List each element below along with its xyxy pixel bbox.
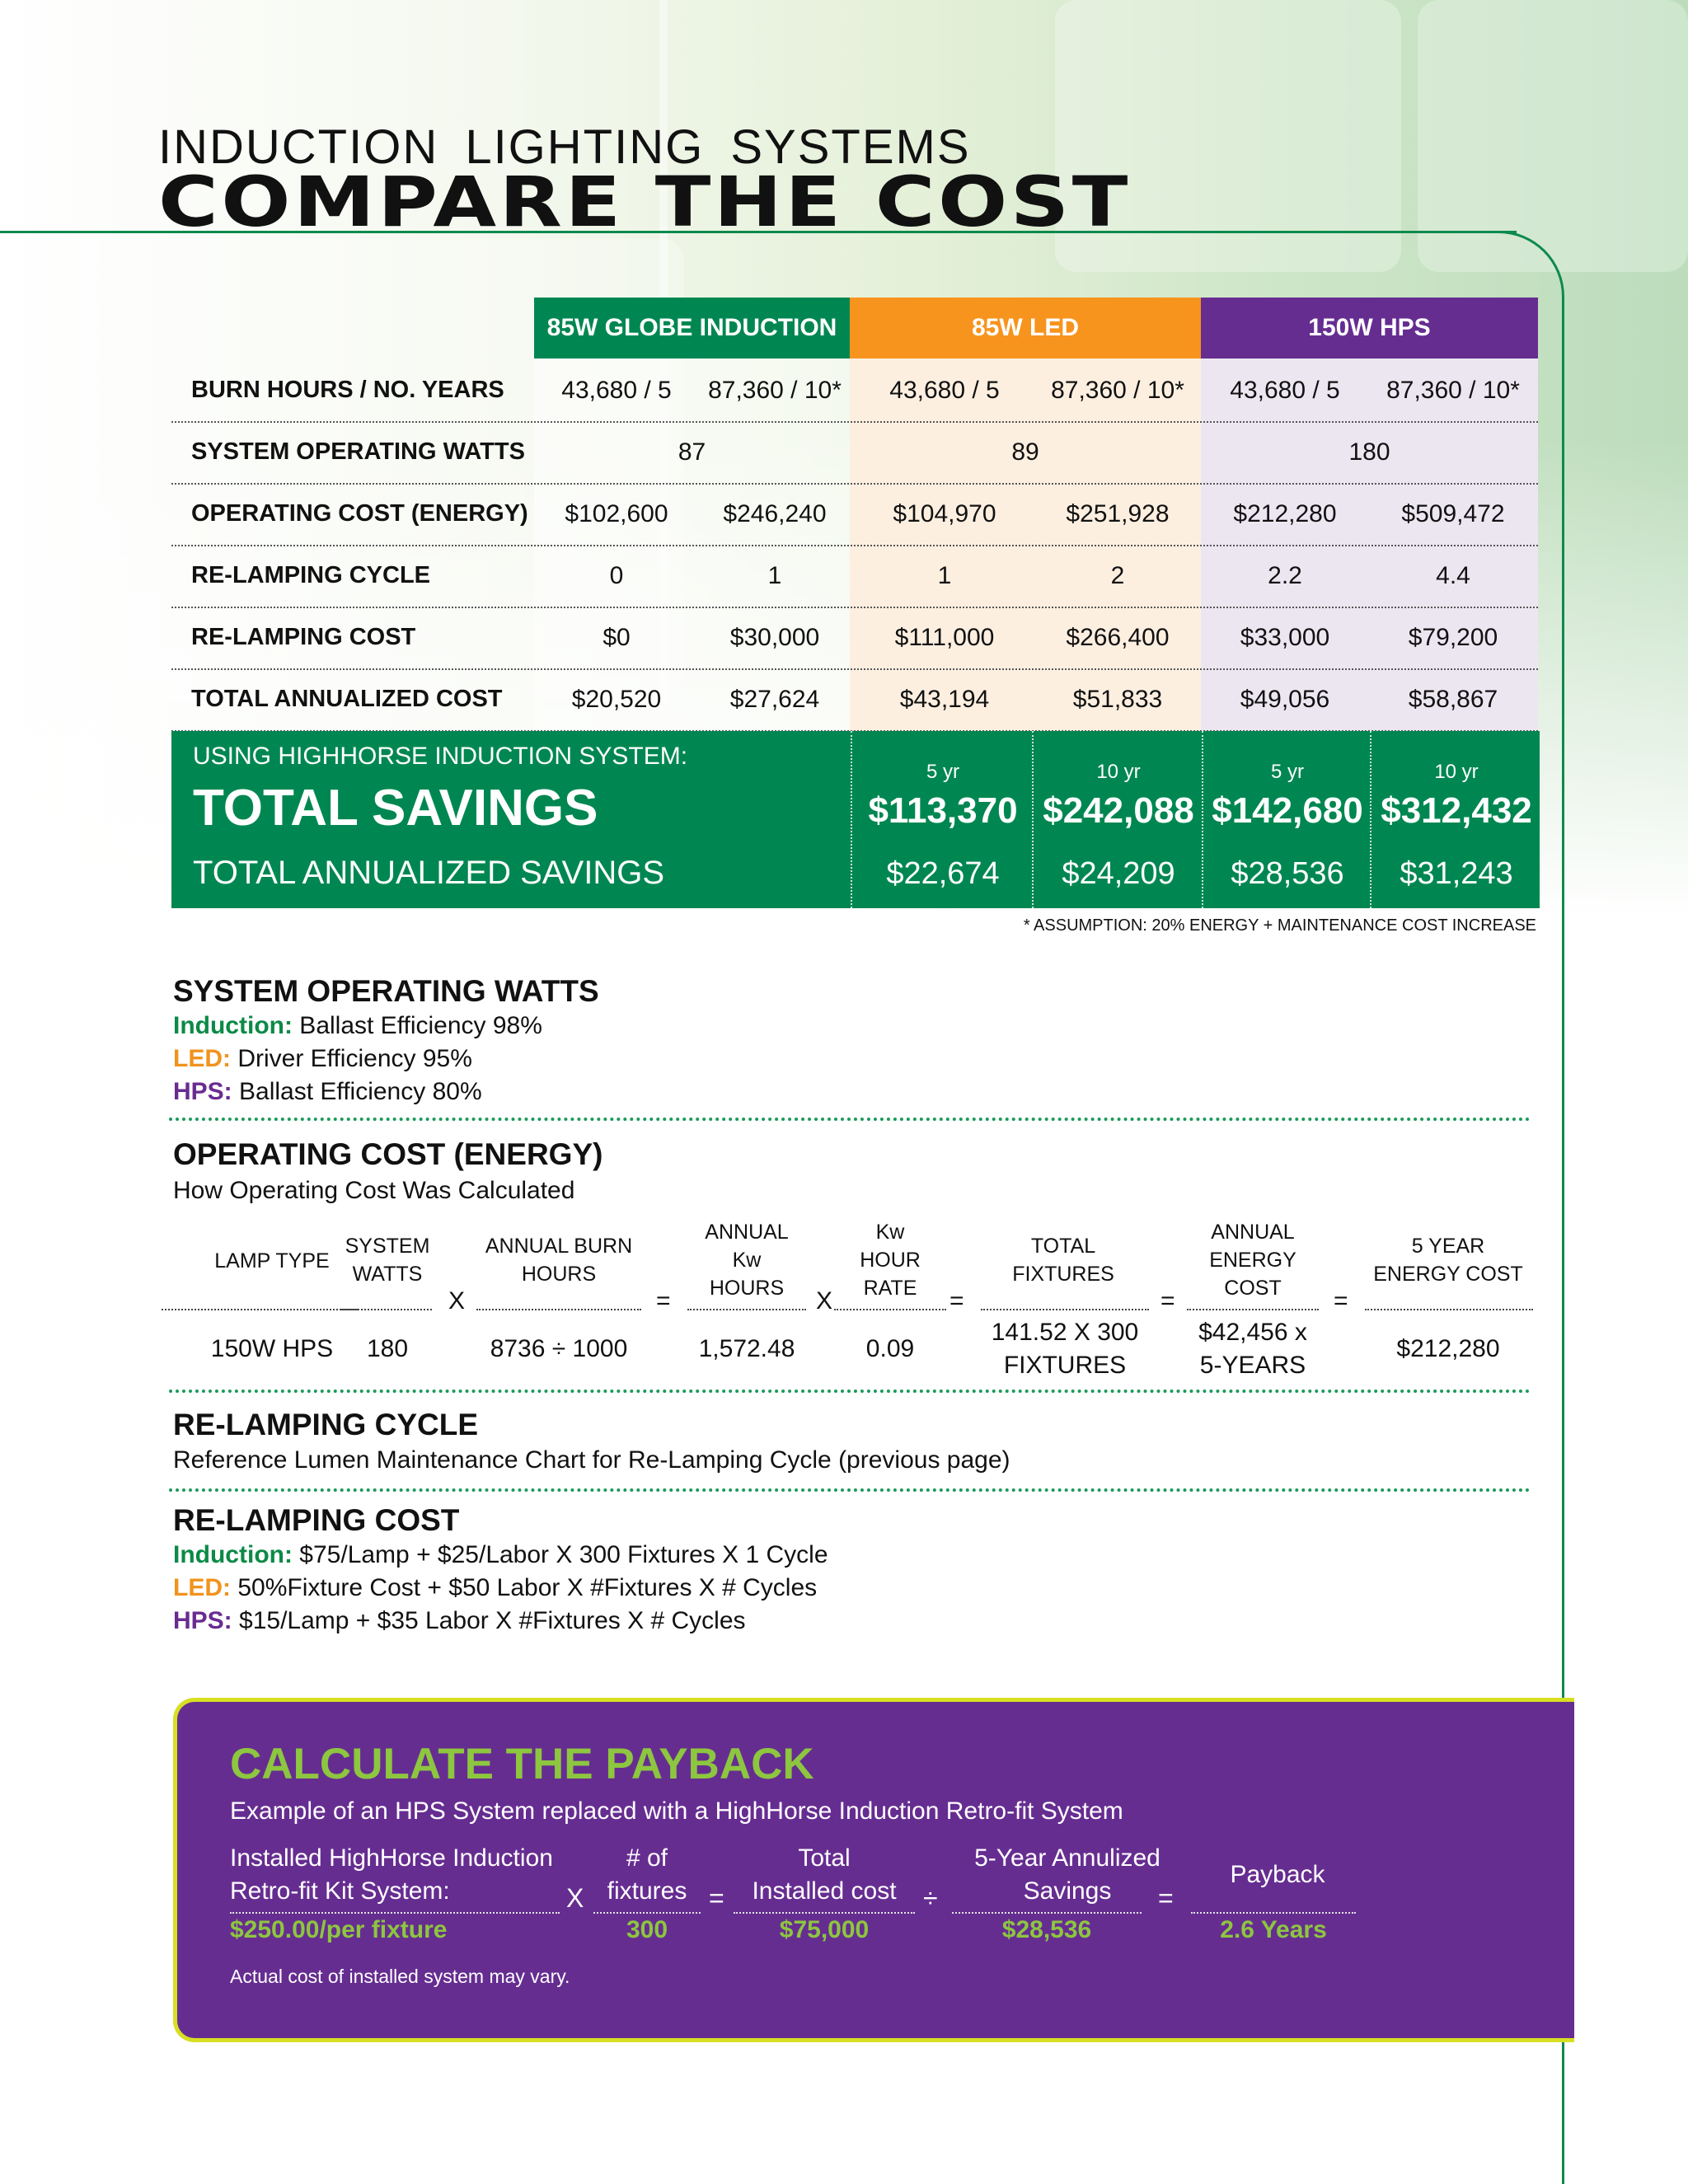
calc-underline	[476, 1309, 641, 1310]
calc-operator: X	[816, 1287, 833, 1315]
table-cell: 43,680 / 5	[561, 377, 672, 404]
calc-value: 1,572.48	[698, 1335, 795, 1362]
payback-header: # of fixtures	[607, 1844, 687, 1905]
payback-operator: ÷	[923, 1883, 938, 1913]
table-row-relamping-cycle	[171, 545, 1538, 608]
calc-value: 150W HPS	[210, 1335, 334, 1362]
page-kicker: INDUCTION LIGHTING SYSTEMS	[158, 120, 971, 174]
table-row-burn-hours	[171, 359, 1538, 423]
table-cell: $266,400	[1066, 624, 1170, 651]
row-label: BURN HOURS / NO. YEARS	[191, 377, 504, 403]
savings-annualized: $24,209	[1062, 856, 1175, 891]
opcost-heading: OPERATING COST (ENERGY)	[173, 1137, 603, 1171]
table-cell: $30,000	[729, 624, 820, 651]
relamp-cost-hps: HPS: $15/Lamp + $35 Labor X #Fixtures X # Cycles	[173, 1607, 746, 1634]
table-cell: $51,833	[1072, 686, 1163, 713]
payback-underline	[1191, 1912, 1356, 1914]
table-cell: $20,520	[571, 686, 662, 713]
savings-total: $312,432	[1381, 790, 1532, 831]
section-divider	[169, 1118, 1531, 1121]
row-label: RE-LAMPING COST	[191, 624, 416, 650]
calc-value: 141.52 X 300 FIXTURES	[991, 1319, 1139, 1379]
column-header-induction: 85W GLOBE INDUCTION	[534, 298, 850, 359]
section-divider	[169, 1390, 1531, 1393]
savings-period: 10 yr	[1096, 761, 1141, 783]
relamp-cost-led: LED: 50%Fixture Cost + $50 Labor X #Fixtures X # Cycles	[173, 1574, 818, 1601]
table-cell: 180	[1348, 438, 1390, 466]
calc-value: 0.09	[865, 1335, 915, 1362]
calc-header: Kw HOUR RATE	[860, 1221, 921, 1300]
payback-operator: =	[1158, 1883, 1174, 1913]
calc-header: TOTAL FIXTURES	[1012, 1235, 1114, 1286]
calc-operator: =	[1160, 1287, 1175, 1315]
table-row-total-annualized-cost	[171, 668, 1538, 732]
payback-header: Payback	[1230, 1861, 1325, 1888]
payback-value: $250.00/per fixture	[230, 1916, 448, 1943]
payback-title: CALCULATE THE PAYBACK	[230, 1740, 814, 1788]
calc-header: LAMP TYPE	[214, 1249, 330, 1272]
table-row-operating-cost	[171, 483, 1538, 546]
table-cell: $33,000	[1240, 624, 1330, 651]
column-header-led: 85W LED	[850, 298, 1201, 359]
savings-column	[851, 731, 1034, 908]
calc-value: $212,280	[1396, 1335, 1500, 1362]
watts-heading: SYSTEM OPERATING WATTS	[173, 974, 599, 1008]
table-cell: 43,680 / 5	[889, 377, 1000, 404]
payback-underline	[734, 1912, 915, 1914]
table-cell: $43,194	[899, 686, 990, 713]
table-cell: $102,600	[565, 500, 668, 527]
table-row-relamping-cost	[171, 607, 1538, 670]
calc-value: 8736 ÷ 1000	[490, 1335, 628, 1362]
total-savings-band	[171, 731, 1540, 908]
annualized-savings-label: TOTAL ANNUALIZED SAVINGS	[193, 855, 664, 891]
payback-value: 2.6 Years	[1220, 1916, 1327, 1943]
table-cell: 0	[609, 562, 624, 589]
table-cell: 89	[1011, 438, 1039, 466]
calc-operator: =	[656, 1287, 671, 1315]
column-header-hps: 150W HPS	[1201, 298, 1538, 359]
savings-column	[1032, 731, 1203, 908]
calc-underline	[341, 1309, 432, 1310]
payback-underline	[952, 1912, 1142, 1914]
calc-underline	[1365, 1309, 1533, 1310]
table-cell: 1	[767, 562, 782, 589]
page-title: COMPARE THE COST	[158, 162, 1131, 242]
table-cell: $0	[603, 624, 631, 651]
calc-underline	[162, 1309, 358, 1310]
table-cell: 2	[1110, 562, 1125, 589]
relamp-cycle-heading: RE-LAMPING CYCLE	[173, 1408, 478, 1441]
watts-line-hps: HPS: Ballast Efficiency 80%	[173, 1078, 482, 1105]
relamp-cycle-text: Reference Lumen Maintenance Chart for Re-Lamping Cycle (previous page)	[173, 1446, 1010, 1474]
calc-header: ANNUAL BURN HOURS	[485, 1235, 633, 1286]
assumption-note: * ASSUMPTION: 20% ENERGY + MAINTENANCE COST INCREASE	[1023, 916, 1536, 935]
table-cell: $27,624	[729, 686, 820, 713]
payback-header: Installed HighHorse Induction Retro-fit Kit System:	[230, 1844, 553, 1905]
payback-operator: X	[566, 1883, 584, 1913]
row-label: OPERATING COST (ENERGY)	[191, 500, 528, 527]
table-cell: 2.2	[1268, 562, 1302, 589]
table-cell: 43,680 / 5	[1230, 377, 1340, 404]
section-divider	[169, 1488, 1531, 1492]
table-cell: $509,472	[1401, 500, 1505, 527]
table-cell: $104,970	[893, 500, 996, 527]
savings-column	[1202, 731, 1372, 908]
table-cell: $111,000	[894, 624, 995, 651]
payback-value: $28,536	[1001, 1916, 1092, 1943]
calc-header: ANNUAL Kw HOURS	[705, 1221, 789, 1300]
payback-subtitle: Example of an HPS System replaced with a HighHorse Induction Retro-fit System	[230, 1797, 1123, 1825]
table-cell: 4.4	[1436, 562, 1470, 589]
relamp-cost-induction: Induction: $75/Lamp + $25/Labor X 300 Fixtures X 1 Cycle	[173, 1541, 828, 1568]
savings-annualized: $31,243	[1400, 856, 1513, 891]
row-label: SYSTEM OPERATING WATTS	[191, 438, 525, 465]
savings-period: 5 yr	[1270, 761, 1304, 783]
table-cell: $246,240	[723, 500, 827, 527]
payback-value: 300	[626, 1916, 668, 1943]
payback-value: $75,000	[779, 1916, 870, 1943]
table-cell: $251,928	[1066, 500, 1170, 527]
savings-period: 10 yr	[1434, 761, 1479, 783]
watts-line-led: LED: Driver Efficiency 95%	[173, 1045, 472, 1072]
savings-total: $113,370	[868, 790, 1018, 831]
payback-header: 5-Year Annulized Savings	[974, 1844, 1160, 1905]
calc-header: ANNUAL ENERGY COST	[1209, 1221, 1296, 1300]
calc-operator: =	[950, 1287, 964, 1315]
row-label: RE-LAMPING CYCLE	[191, 562, 430, 588]
savings-annualized: $22,674	[886, 856, 1000, 891]
calc-header: SYSTEM WATTS	[345, 1235, 430, 1286]
table-cell: $79,200	[1408, 624, 1498, 651]
savings-column	[1370, 731, 1541, 908]
row-label: TOTAL ANNUALIZED COST	[191, 686, 503, 712]
savings-total: $142,680	[1212, 790, 1363, 831]
payback-header: Total Installed cost	[752, 1844, 897, 1905]
calc-underline	[687, 1309, 806, 1310]
table-cell: 87,360 / 10*	[1051, 377, 1184, 404]
calc-operator: =	[1334, 1287, 1348, 1315]
payback-underline	[230, 1912, 560, 1914]
table-cell: 87,360 / 10*	[1386, 377, 1520, 404]
payback-operator: =	[709, 1883, 724, 1913]
table-cell: 1	[937, 562, 952, 589]
savings-subtitle: USING HIGHHORSE INDUCTION SYSTEM:	[193, 743, 688, 770]
calc-header: 5 YEAR ENERGY COST	[1373, 1235, 1523, 1286]
payback-note: Actual cost of installed system may vary.	[230, 1966, 570, 1987]
payback-underline	[593, 1912, 701, 1914]
table-cell: $49,056	[1240, 686, 1330, 713]
calc-value: 180	[366, 1335, 409, 1362]
savings-period: 5 yr	[926, 761, 959, 783]
opcost-subtitle: How Operating Cost Was Calculated	[173, 1177, 575, 1204]
payback-panel	[173, 1698, 1574, 2042]
savings-total: $242,088	[1043, 790, 1194, 831]
watts-line-induction: Induction: Ballast Efficiency 98%	[173, 1012, 542, 1039]
table-cell: 87	[678, 438, 706, 466]
table-cell: $212,280	[1233, 500, 1337, 527]
calc-underline	[834, 1309, 946, 1310]
calc-value: $42,456 x 5-YEARS	[1198, 1319, 1307, 1379]
calc-underline	[1187, 1309, 1319, 1310]
table-cell: 87,360 / 10*	[708, 377, 842, 404]
table-row-operating-watts	[171, 421, 1538, 485]
calc-operator: X	[448, 1287, 466, 1315]
table-cell: $58,867	[1408, 686, 1498, 713]
savings-annualized: $28,536	[1231, 856, 1344, 891]
calc-underline	[981, 1309, 1149, 1310]
total-savings-label: TOTAL SAVINGS	[193, 780, 598, 837]
relamp-cost-heading: RE-LAMPING COST	[173, 1503, 460, 1537]
